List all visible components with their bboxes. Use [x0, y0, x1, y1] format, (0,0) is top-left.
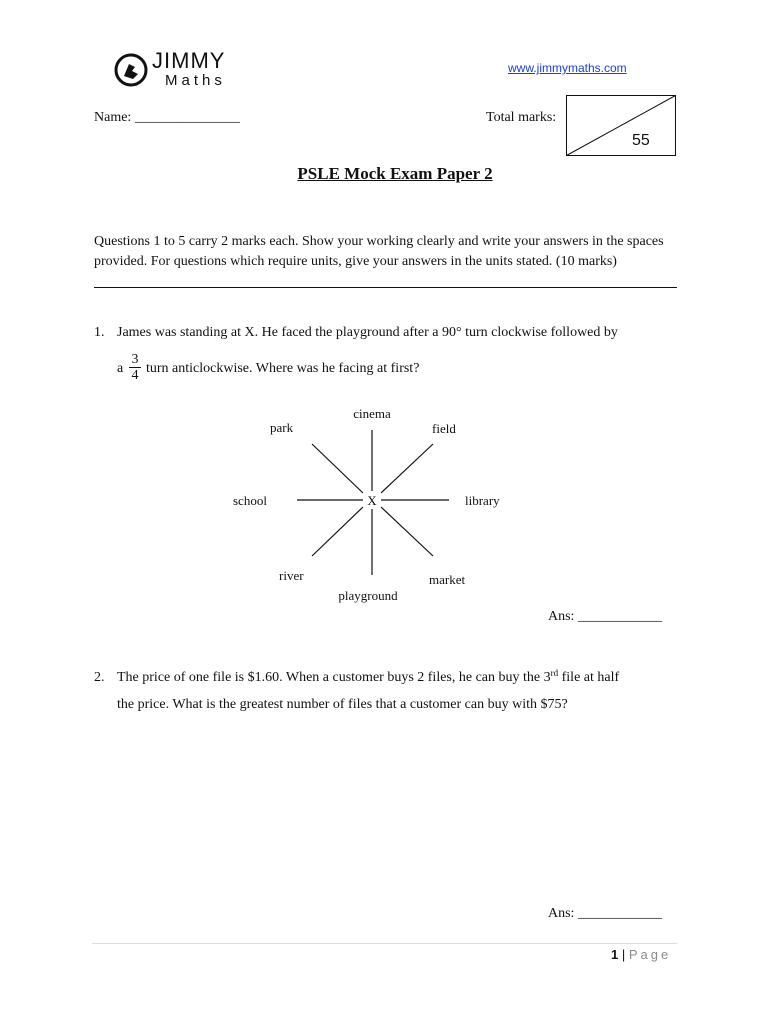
- page-title: PSLE Mock Exam Paper 2: [297, 164, 493, 183]
- compass-diagram: [230, 400, 520, 610]
- question-1-answer-line[interactable]: Ans: ____________: [548, 609, 662, 624]
- name-field[interactable]: Name: _______________: [94, 110, 240, 125]
- question-2-line-2: the price. What is the greatest number of files that a customer can buy with $75?: [117, 697, 568, 712]
- page-number: 1: [611, 947, 619, 962]
- line-northwest: [312, 444, 363, 493]
- section-divider: [94, 287, 677, 288]
- ordinal-suffix: rd: [550, 668, 559, 678]
- brand-name: JIMMY: [152, 48, 226, 73]
- line-northeast: [381, 444, 433, 493]
- page-word: Page: [628, 947, 672, 962]
- question-1-number: 1.: [94, 325, 105, 340]
- page-separator: |: [621, 947, 626, 962]
- logo-emblem-icon: [113, 52, 149, 88]
- label-playground: playground: [338, 588, 398, 603]
- fraction-denominator: 4: [129, 367, 141, 383]
- label-library: library: [465, 493, 500, 508]
- page-footer: [611, 947, 671, 962]
- label-river: river: [279, 568, 304, 583]
- website-link[interactable]: www.jimmymaths.com: [508, 61, 627, 75]
- total-marks-label: Total marks:: [486, 110, 557, 125]
- brand-subtitle: Maths: [165, 72, 226, 89]
- question-2-text-b: file at half: [558, 670, 620, 685]
- label-market: market: [429, 572, 466, 587]
- question-2-number: 2.: [94, 670, 105, 685]
- question-1-line-1: James was standing at X. He faced the playground after a 90° turn clockwise followed by: [117, 325, 618, 340]
- line-southeast: [381, 507, 433, 556]
- question-1-line-2-prefix: a: [117, 361, 124, 376]
- question-2-text-a: The price of one file is $1.60. When a customer buys 2 files, he can buy the 3: [117, 670, 551, 685]
- fraction-three-quarters: [129, 352, 141, 383]
- question-1-line-2: turn anticlockwise. Where was he facing at first?: [146, 361, 420, 376]
- center-label: X: [367, 493, 377, 508]
- question-2-line-1: [117, 670, 619, 686]
- line-southwest: [312, 507, 363, 556]
- label-field: field: [432, 421, 456, 436]
- question-2-answer-line[interactable]: Ans: ____________: [548, 906, 662, 921]
- instructions-text: Questions 1 to 5 carry 2 marks each. Show your working clearly and write your answers in the spaces provided. For questions which require units, give your answers in the units stated. (10 marks): [94, 234, 664, 269]
- label-cinema: cinema: [353, 406, 391, 421]
- total-marks-value: 55: [632, 132, 650, 149]
- label-school: school: [233, 493, 267, 508]
- total-marks-box: [566, 95, 676, 156]
- footer-divider: [92, 943, 677, 944]
- fraction-numerator: 3: [131, 352, 139, 367]
- label-park: park: [270, 420, 294, 435]
